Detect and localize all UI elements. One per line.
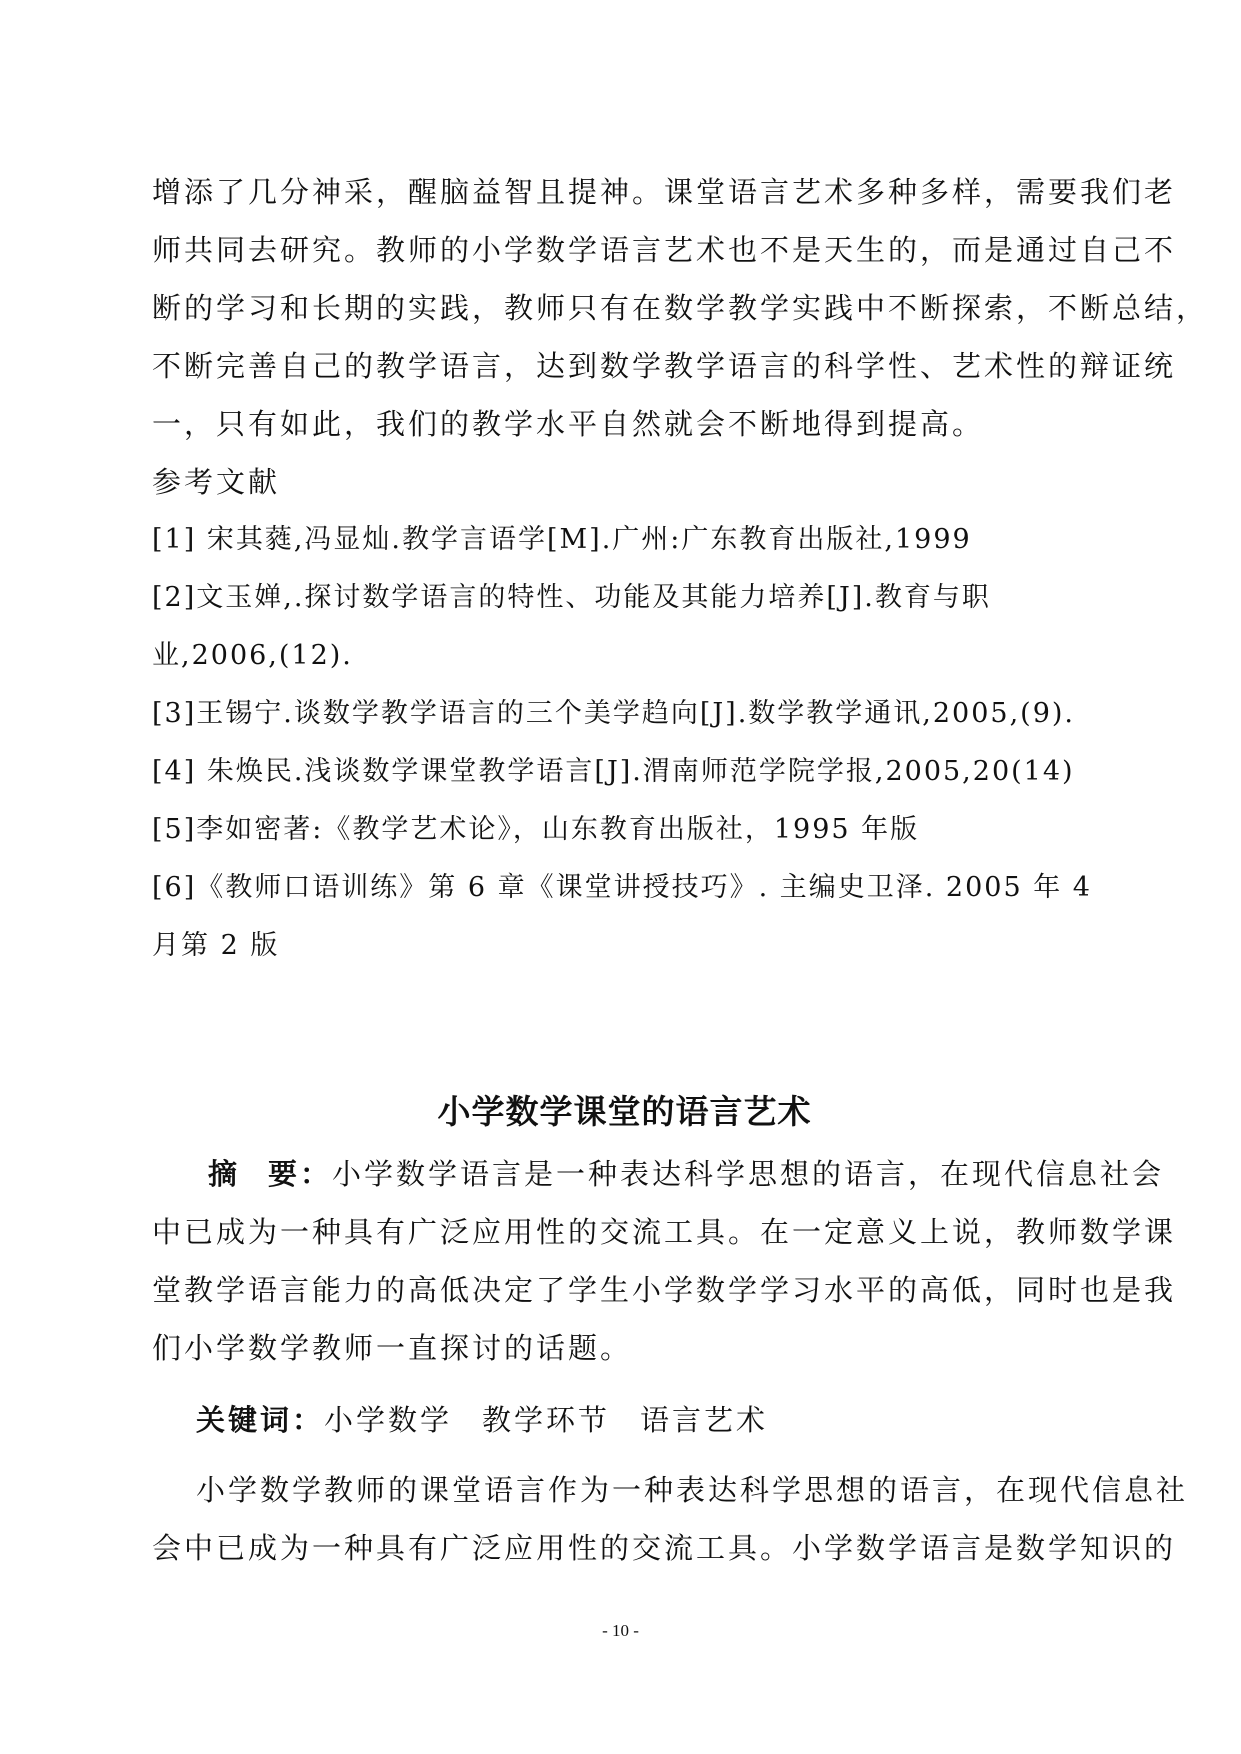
article-body-line: 会中已成为一种具有广泛应用性的交流工具。小学数学语言是数学知识的 [152,1531,1177,1565]
keyword: 小学数学 [324,1403,453,1437]
body-line: 增添了几分神采，醒脑益智且提神。课堂语言艺术多种多样，需要我们老 [152,175,1177,209]
references-heading: 参考文献 [152,465,281,499]
reference-item: [5]李如密著:《教学艺术论》，山东教育出版社，1995 年版 [152,814,920,845]
abstract-first-line [208,1154,1165,1194]
keywords-line [196,1400,1141,1440]
page-number: - 10 - [602,1621,639,1640]
body-line: 师共同去研究。教师的小学数学语言艺术也不是天生的，而是通过自己不 [152,233,1177,267]
body-line: 一，只有如此，我们的教学水平自然就会不断地得到提高。 [152,407,985,441]
reference-item: [4] 朱焕民.浅谈数学课堂教学语言[J].渭南师范学院学报,2005,20(14) [152,756,1075,787]
reference-item: [6]《教师口语训练》第 6 章《课堂讲授技巧》. 主编史卫泽. 2005 年 4 [152,872,1092,903]
article-body-line: 小学数学教师的课堂语言作为一种表达科学思想的语言，在现代信息社 [196,1473,1189,1507]
keywords-label: 关键词： [196,1403,325,1437]
article-title: 小学数学课堂的语言艺术 [437,1092,812,1131]
keyword: 语言艺术 [640,1403,769,1437]
reference-item: 业,2006,(12). [152,640,353,671]
reference-item: [2]文玉婵,.探讨数学语言的特性、功能及其能力培养[J].教育与职 [152,582,991,613]
keyword: 教学环节 [482,1403,611,1437]
body-line: 不断完善自己的教学语言，达到数学教学语言的科学性、艺术性的辩证统 [152,349,1177,383]
reference-item: [1] 宋其蕤,冯显灿.教学言语学[M].广州:广东教育出版社,1999 [152,524,972,555]
abstract-line: 堂教学语言能力的高低决定了学生小学数学学习水平的高低，同时也是我 [152,1273,1177,1307]
body-line: 断的学习和长期的实践，教师只有在数学教学实践中不断探索，不断总结， [152,291,1209,325]
abstract-text: 小学数学语言是一种表达科学思想的语言，在现代信息社会 [332,1157,1165,1191]
abstract-line: 们小学数学教师一直探讨的话题。 [152,1331,633,1365]
reference-item: 月第 2 版 [152,930,280,961]
abstract-line: 中已成为一种具有广泛应用性的交流工具。在一定意义上说，教师数学课 [152,1215,1177,1249]
abstract-label: 摘 要： [208,1157,333,1191]
reference-item: [3]王锡宁.谈数学教学语言的三个美学趋向[J].数学教学通讯,2005,(9). [152,698,1076,729]
